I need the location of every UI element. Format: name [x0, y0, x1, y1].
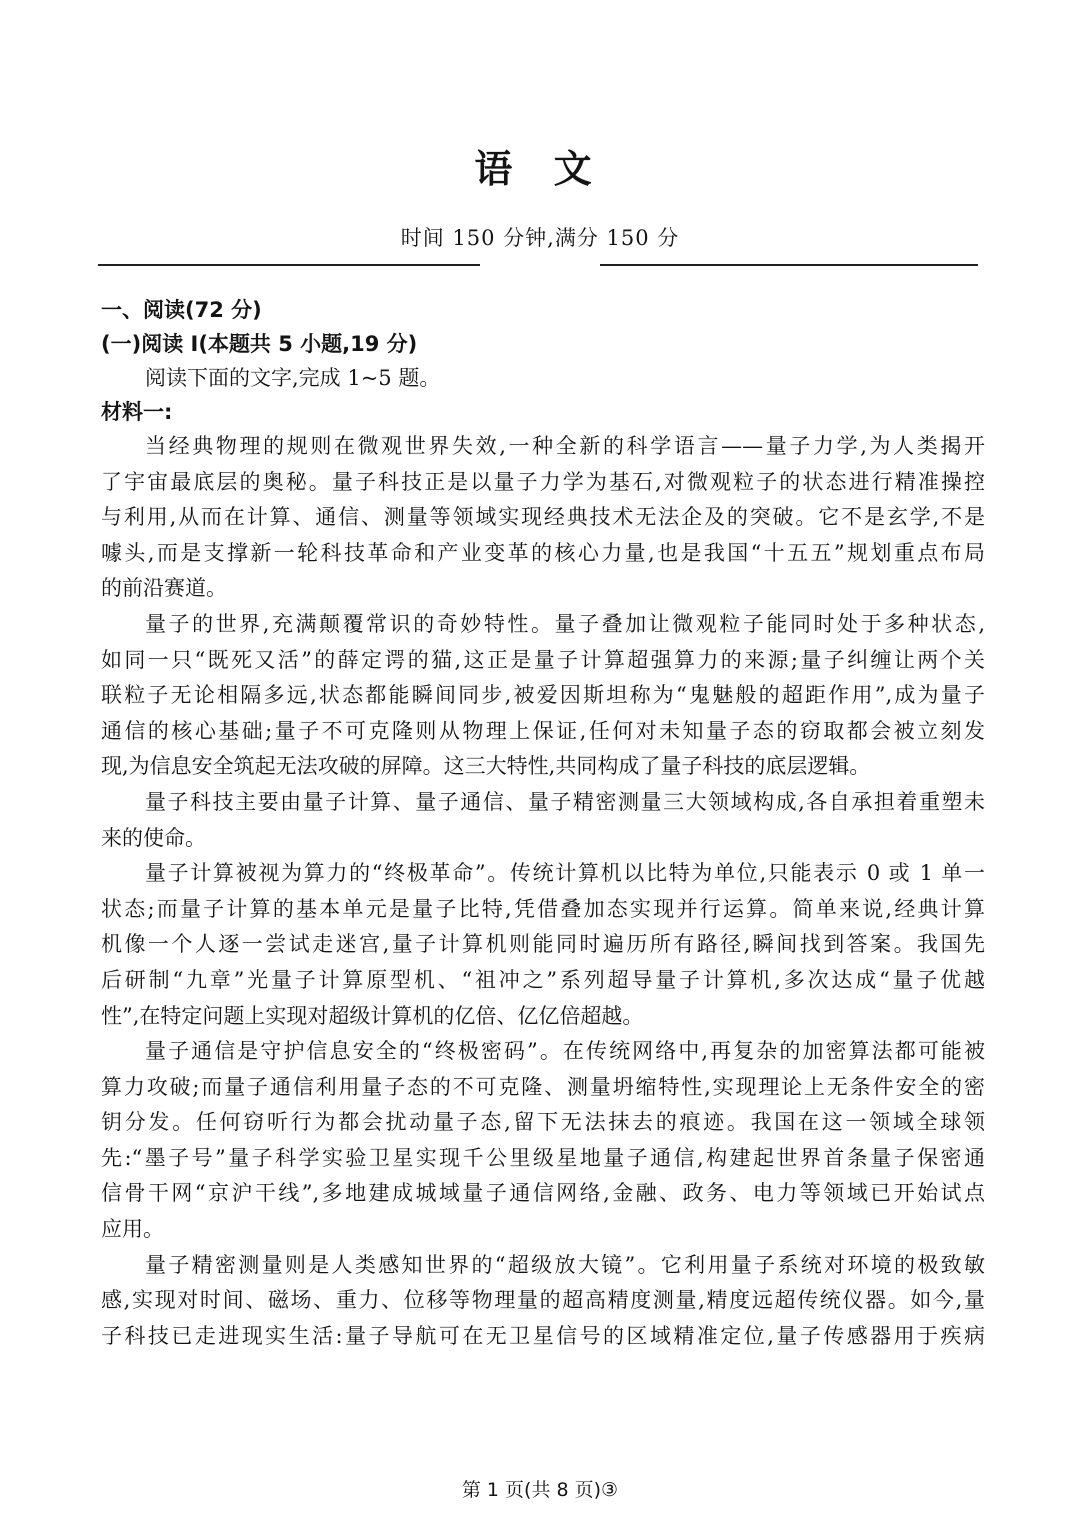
passage-line: 感,实现对时间、磁场、重力、位移等物理量的超高精度测量,精度远超传统仪器。如今,量 — [101, 1288, 985, 1313]
passage-line: 性”,在特定问题上实现对超级计算机的亿倍、亿亿倍超越。 — [101, 1003, 644, 1028]
section-heading: 一、阅读(72 分) — [101, 298, 262, 322]
passage-line: 算力攻破;而量子通信利用量子态的不可克隆、测量坍缩特性,实现理论上无条件安全的密 — [101, 1074, 985, 1099]
passage-paragraph — [101, 856, 985, 1034]
passage-line: 噱头,而是支撑新一轮科技革命和产业变革的核心力量,也是我国“十五五”规划重点布局 — [101, 540, 985, 565]
passage-line: 量子计算被视为算力的“终极革命”。传统计算机以比特为单位,只能表示 0 或 1 单一 — [145, 861, 985, 886]
passage-paragraph — [101, 785, 985, 856]
passage-line: 钥分发。任何窃听行为都会扰动量子态,留下无法抹去的痕迹。我国在这一领域全球领 — [101, 1110, 986, 1135]
section-subheading: (一)阅读 I(本题共 5 小题,19 分) — [101, 332, 418, 356]
passage-line: 与利用,从而在计算、通信、测量等领域实现经典技术无法企及的突破。它不是玄学,不是 — [101, 505, 985, 530]
page-title: 语 文 — [474, 147, 606, 191]
exam-info: 时间 150 分钟,满分 150 分 — [400, 226, 680, 250]
passage-line: 子科技已走进现实生活:量子导航可在无卫星信号的区域精准定位,量子传感器用于疾病 — [101, 1323, 985, 1348]
passage-line: 了宇宙最底层的奥秘。量子科技正是以量子力学为基石,对微观粒子的状态进行精准操控 — [101, 469, 985, 494]
passage-line: 联粒子无论相隔多远,状态都能瞬间同步,被爱因斯坦称为“鬼魅般的超距作用”,成为量子 — [101, 683, 985, 708]
passage-line: 的前沿赛道。 — [101, 576, 227, 601]
instruction-text: 阅读下面的文字,完成 1~5 题。 — [145, 366, 441, 390]
header-divider-gap — [480, 262, 600, 268]
passage-line: 量子通信是守护信息安全的“终极密码”。在传统网络中,再复杂的加密算法都可能被 — [145, 1039, 985, 1064]
passage-paragraph — [101, 1248, 985, 1355]
passage-line: 信骨干网“京沪干线”,多地建成城域量子通信网络,金融、政务、电力等领域已开始试点 — [101, 1181, 985, 1206]
passage-line: 后研制“九章”光量子计算原型机、“祖冲之”系列超导量子计算机,多次达成“量子优越 — [101, 967, 985, 992]
passage-paragraph — [101, 429, 985, 607]
reading-passage — [101, 429, 985, 1354]
passage-line: 先:“墨子号”量子科学实验卫星实现千公里级星地量子通信,构建起世界首条量子保密通 — [101, 1145, 985, 1170]
passage-line: 量子精密测量则是人类感知世界的“超级放大镜”。它利用量子系统对环境的极致敏 — [145, 1252, 985, 1277]
passage-line: 当经典物理的规则在微观世界失效,一种全新的科学语言——量子力学,为人类揭开 — [145, 434, 985, 458]
material-label: 材料一: — [101, 400, 173, 424]
passage-paragraph — [101, 1034, 985, 1248]
passage-line: 机像一个人逐一尝试走迷宫,量子计算机则能同时遍历所有路径,瞬间找到答案。我国先 — [101, 932, 985, 957]
passage-line: 量子的世界,充满颠覆常识的奇妙特性。量子叠加让微观粒子能同时处于多种状态, — [145, 611, 985, 636]
page-footer: 第 1 页(共 8 页)③ — [461, 1479, 619, 1501]
passage-line: 通信的核心基础;量子不可克隆则从物理上保证,任何对未知量子态的窃取都会被立刻发 — [101, 718, 985, 743]
passage-line: 来的使命。 — [101, 825, 206, 850]
passage-line: 应用。 — [101, 1217, 164, 1242]
passage-line: 如同一只“既死又活”的薛定谔的猫,这正是量子计算超强算力的来源;量子纠缠让两个关 — [101, 647, 985, 672]
passage-line: 量子科技主要由量子计算、量子通信、量子精密测量三大领域构成,各自承担着重塑未 — [145, 789, 985, 814]
passage-line: 状态;而量子计算的基本单元是量子比特,凭借叠加态实现并行运算。简单来说,经典计算 — [101, 896, 985, 921]
passage-line: 现,为信息安全筑起无法攻破的屏障。这三大特性,共同构成了量子科技的底层逻辑。 — [101, 754, 871, 779]
passage-paragraph — [101, 607, 985, 785]
exam-content — [101, 293, 985, 1354]
